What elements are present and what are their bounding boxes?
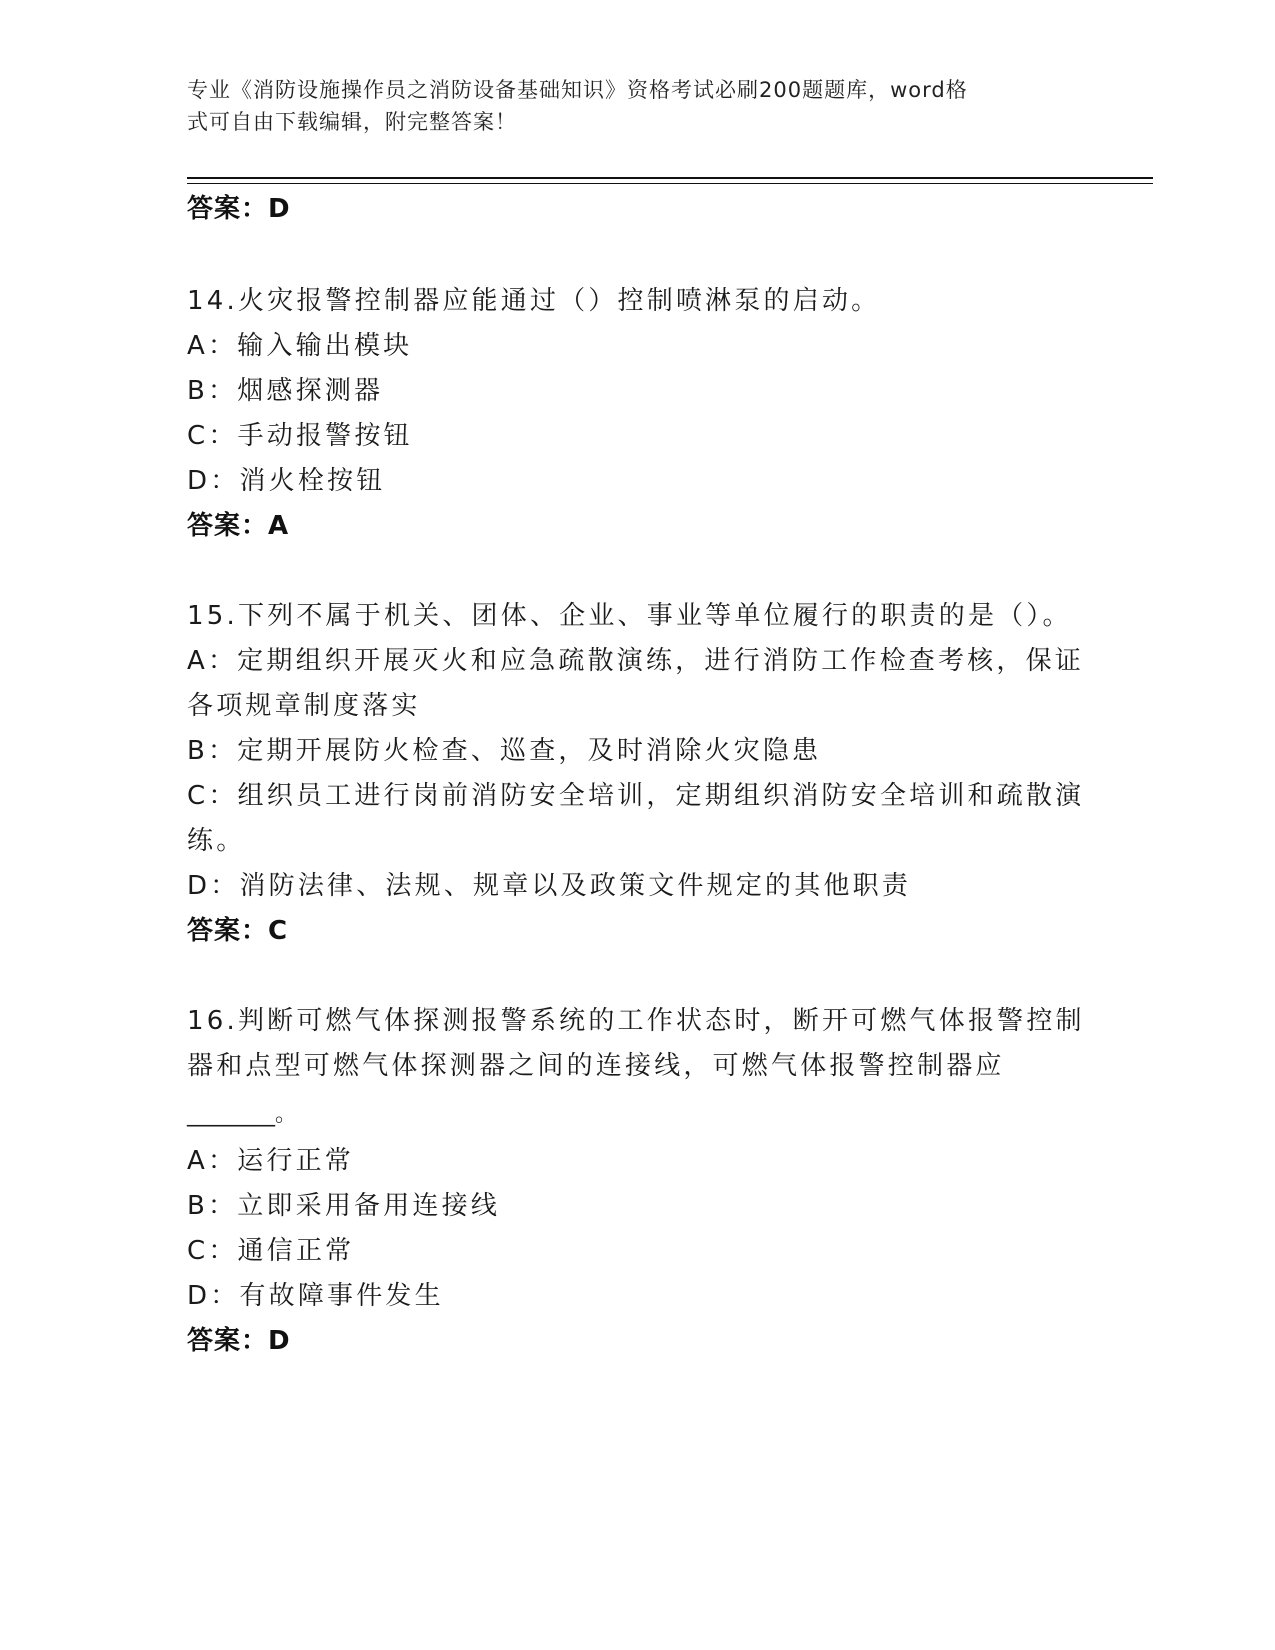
answer: 答案：D — [187, 1326, 291, 1356]
previous-answer: 答案：D — [187, 194, 291, 224]
option-c-line-2: 练。 — [187, 826, 246, 856]
header-line-1: 专业《消防设施操作员之消防设备基础知识》资格考试必刷200题题库，word格 — [187, 78, 968, 102]
option-b: B：立即采用备用连接线 — [187, 1191, 501, 1221]
option-b: B：烟感探测器 — [187, 376, 384, 406]
question-stem: 15.下列不属于机关、团体、企业、事业等单位履行的职责的是（）。 — [187, 601, 1072, 631]
header-line-2: 式可自由下载编辑，附完整答案！ — [187, 110, 517, 134]
question-stem-line-1: 16.判断可燃气体探测报警系统的工作状态时，断开可燃气体报警控制 — [187, 1006, 1085, 1036]
option-a-line-2: 各项规章制度落实 — [187, 691, 421, 721]
header-rule-thin — [187, 183, 1153, 184]
question-stem-line-2: 器和点型可燃气体探测器之间的连接线，可燃气体报警控制器应 — [187, 1051, 1005, 1081]
option-c: C：手动报警按钮 — [187, 421, 413, 451]
option-a: A：输入输出模块 — [187, 331, 413, 361]
answer: 答案：A — [187, 511, 290, 541]
option-d: D：有故障事件发生 — [187, 1281, 444, 1311]
answer: 答案：C — [187, 916, 289, 946]
option-b: B：定期开展防火检查、巡查，及时消除火灾隐患 — [187, 736, 822, 766]
option-c-line-1: C：组织员工进行岗前消防安全培训，定期组织消防安全培训和疏散演 — [187, 781, 1085, 811]
header-text — [187, 74, 1067, 138]
option-d: D：消火栓按钮 — [187, 466, 386, 496]
question-stem-blank: ________。 — [187, 1102, 298, 1127]
option-c: C：通信正常 — [187, 1236, 355, 1266]
question-stem: 14.火灾报警控制器应能通过（）控制喷淋泵的启动。 — [187, 286, 881, 316]
option-d: D：消防法律、法规、规章以及政策文件规定的其他职责 — [187, 871, 912, 901]
option-a-line-1: A：定期组织开展灭火和应急疏散演练，进行消防工作检查考核，保证 — [187, 646, 1084, 676]
option-a: A：运行正常 — [187, 1146, 354, 1176]
header-rule-thick — [187, 177, 1153, 179]
